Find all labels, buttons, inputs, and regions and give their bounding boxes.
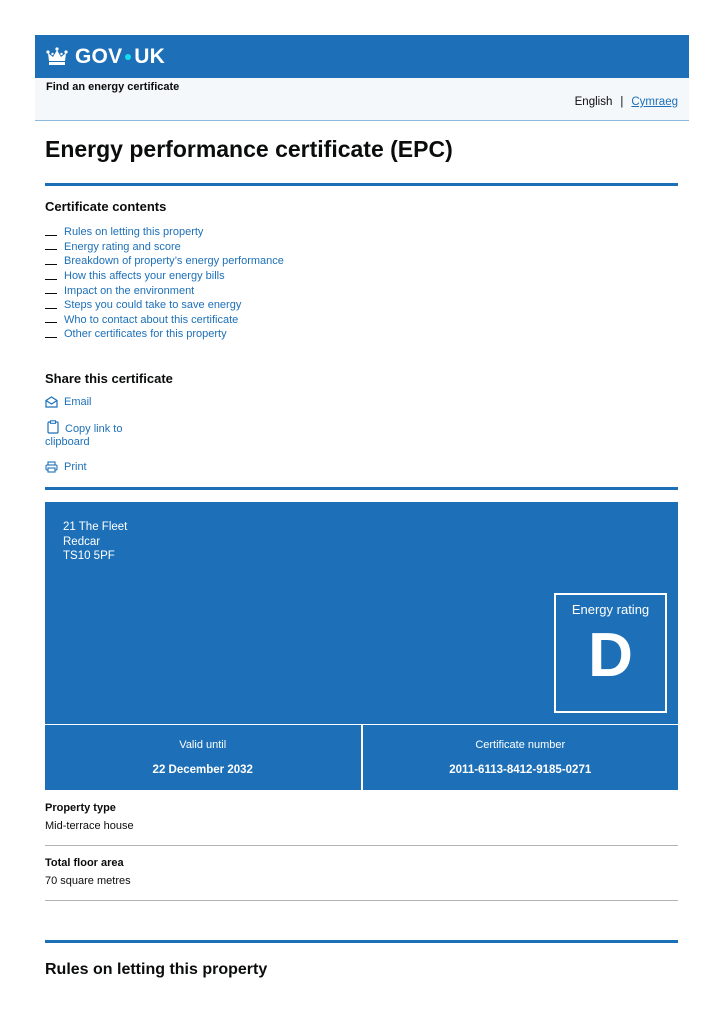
logo-dot: [125, 54, 131, 60]
govuk-header: [35, 35, 689, 78]
contents-link-other-certificates[interactable]: Other certificates for this property: [64, 328, 227, 341]
list-item: [45, 298, 284, 313]
dash-icon: [45, 235, 57, 236]
address-line2: Redcar: [63, 535, 101, 548]
dash-icon: [45, 337, 57, 338]
valid-until-value: 22 December 2032: [152, 764, 253, 776]
language-switcher: [575, 96, 678, 108]
contents-title: Certificate contents: [45, 199, 167, 214]
contents-link-environment[interactable]: Impact on the environment: [64, 284, 195, 297]
energy-rating-letter: D: [588, 621, 633, 690]
print-icon: [45, 461, 58, 473]
copy-link-button[interactable]: [45, 420, 122, 448]
section-divider: [45, 183, 678, 186]
list-item: [45, 254, 284, 269]
dash-icon: [45, 293, 57, 294]
service-navigation: [35, 78, 689, 121]
certificate-number-cell: [361, 725, 679, 790]
valid-until-label: Valid until: [179, 739, 227, 751]
certificate-summary: [45, 502, 678, 724]
dash-icon: [45, 308, 57, 309]
rules-section-heading: Rules on letting this property: [45, 961, 268, 978]
language-english: English: [574, 96, 613, 108]
list-item: [45, 283, 284, 298]
print-button[interactable]: [45, 461, 87, 473]
floor-area-label: Total floor area: [45, 857, 124, 869]
copy-link-label-line1: Copy link to: [65, 423, 123, 435]
contents-link-rules[interactable]: Rules on letting this property: [64, 226, 204, 239]
language-welsh-link[interactable]: Cymraeg: [631, 96, 678, 108]
contents-list: [45, 225, 284, 342]
certificate-number-value: 2011-6113-8412-9185-0271: [449, 764, 592, 776]
section-divider: [45, 487, 678, 490]
logo-text-gov: GOV: [75, 44, 123, 68]
clipboard-icon: [47, 420, 59, 434]
share-email-link[interactable]: [45, 396, 92, 408]
floor-area-value: 70 square metres: [45, 875, 131, 887]
contents-link-contact[interactable]: Who to contact about this certificate: [64, 313, 239, 326]
property-type-value: Mid-terrace house: [45, 820, 134, 832]
dash-icon: [45, 249, 57, 250]
list-item: [45, 327, 284, 342]
valid-until-cell: [45, 725, 361, 790]
copy-link-label-line2: clipboard: [45, 436, 90, 448]
energy-rating-box: [554, 593, 667, 713]
dash-icon: [45, 264, 57, 265]
govuk-logo-link[interactable]: [45, 45, 165, 69]
list-item: [45, 269, 284, 284]
logo-text-uk: UK: [134, 44, 166, 68]
language-separator: |: [620, 96, 624, 108]
energy-rating-label: Energy rating: [571, 602, 650, 617]
service-name-link[interactable]: Find an energy certificate: [46, 81, 180, 93]
address-line1: 21 The Fleet: [63, 521, 128, 533]
contents-link-bills[interactable]: How this affects your energy bills: [64, 270, 225, 283]
contents-link-breakdown[interactable]: Breakdown of property’s energy performance: [64, 255, 284, 268]
property-type-label: Property type: [45, 802, 116, 814]
share-title: Share this certificate: [45, 371, 173, 386]
property-type-row: [45, 802, 678, 846]
page-title: Energy performance certificate (EPC): [45, 136, 453, 162]
contents-link-rating[interactable]: Energy rating and score: [64, 240, 181, 253]
list-item: [45, 240, 284, 255]
list-item: [45, 225, 284, 240]
email-icon: [45, 396, 58, 408]
contents-link-steps[interactable]: Steps you could take to save energy: [64, 299, 242, 312]
certificate-number-label: Certificate number: [475, 739, 566, 751]
section-divider: [45, 940, 678, 943]
share-email-label: Email: [64, 396, 92, 408]
dash-icon: [45, 279, 57, 280]
property-address: [63, 520, 127, 564]
crown-icon: [45, 45, 69, 69]
address-postcode: TS10 5PF: [63, 550, 115, 563]
print-label: Print: [64, 461, 87, 473]
floor-area-row: [45, 857, 678, 901]
dash-icon: [45, 322, 57, 323]
certificate-meta: [45, 725, 678, 790]
list-item: [45, 313, 284, 328]
